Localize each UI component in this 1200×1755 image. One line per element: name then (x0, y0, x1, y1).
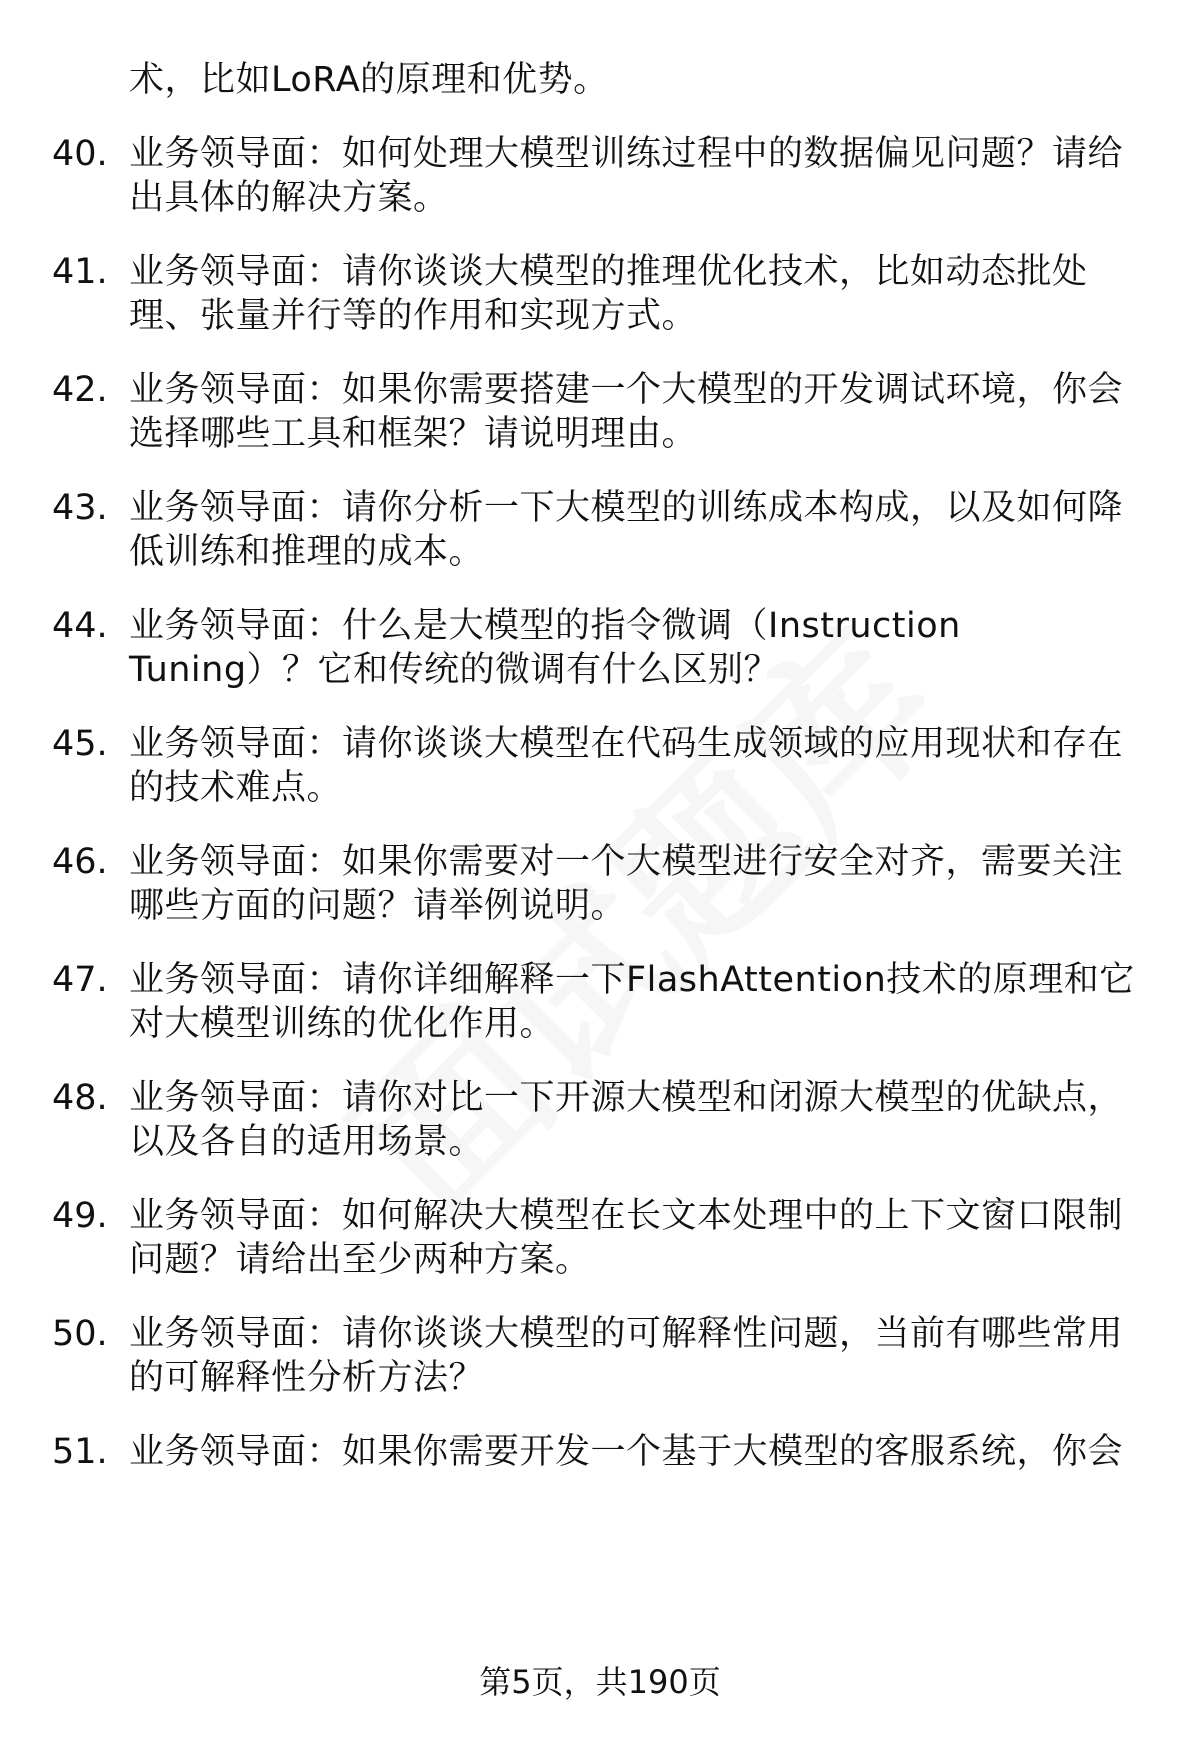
question-line: 业务领导面：如果你需要对一个大模型进行安全对齐，需要关注 (129, 842, 1124, 882)
question-line: 哪些方面的问题？请举例说明。 (129, 886, 627, 926)
question-number: 41. (52, 252, 108, 292)
question-line: 业务领导面：请你谈谈大模型的可解释性问题，当前有哪些常用 (129, 1314, 1124, 1354)
question-line: 以及各自的适用场景。 (129, 1122, 485, 1162)
question-line: 业务领导面：如何处理大模型训练过程中的数据偏见问题？请给 (129, 134, 1124, 174)
question-line: 业务领导面：请你谈谈大模型在代码生成领域的应用现状和存在 (129, 724, 1124, 764)
question-number: 40. (52, 134, 108, 174)
question-line: 业务领导面：请你对比一下开源大模型和闭源大模型的优缺点， (129, 1078, 1124, 1118)
question-line: Tuning）？它和传统的微调有什么区别？ (129, 650, 780, 690)
question-line: 低训练和推理的成本。 (129, 532, 485, 572)
question-line: 出具体的解决方案。 (129, 178, 449, 218)
question-line: 理、张量并行等的作用和实现方式。 (129, 296, 698, 336)
question-line: 选择哪些工具和框架？请说明理由。 (129, 414, 698, 454)
question-number: 42. (52, 370, 108, 410)
question-number: 51. (52, 1432, 108, 1472)
question-line: 业务领导面：如何解决大模型在长文本处理中的上下文窗口限制 (129, 1196, 1124, 1236)
question-number: 47. (52, 960, 108, 1000)
question-number: 43. (52, 488, 108, 528)
question-number: 49. (52, 1196, 108, 1236)
question-number: 50. (52, 1314, 108, 1354)
question-number: 44. (52, 606, 108, 646)
question-line: 业务领导面：如果你需要开发一个基于大模型的客服系统，你会 (129, 1432, 1124, 1472)
question-number: 48. (52, 1078, 108, 1118)
question-line: 业务领导面：请你谈谈大模型的推理优化技术，比如动态批处 (129, 252, 1088, 292)
question-number: 45. (52, 724, 108, 764)
question-line: 业务领导面：如果你需要搭建一个大模型的开发调试环境，你会 (129, 370, 1124, 410)
question-number: 46. (52, 842, 108, 882)
question-line: 问题？请给出至少两种方案。 (129, 1240, 591, 1280)
question-line: 业务领导面：请你分析一下大模型的训练成本构成，以及如何降 (129, 488, 1124, 528)
question-line: 的技术难点。 (129, 768, 343, 808)
question-line: 业务领导面：什么是大模型的指令微调（Instruction (129, 606, 961, 646)
question-line: 的可解释性分析方法？ (129, 1358, 485, 1398)
page-footer: 第5页，共190页 (479, 1663, 721, 1701)
question-line: 对大模型训练的优化作用。 (129, 1004, 556, 1044)
continuation-text: 术，比如LoRA的原理和优势。 (129, 60, 609, 100)
question-line: 业务领导面：请你详细解释一下FlashAttention技术的原理和它 (129, 960, 1135, 1000)
